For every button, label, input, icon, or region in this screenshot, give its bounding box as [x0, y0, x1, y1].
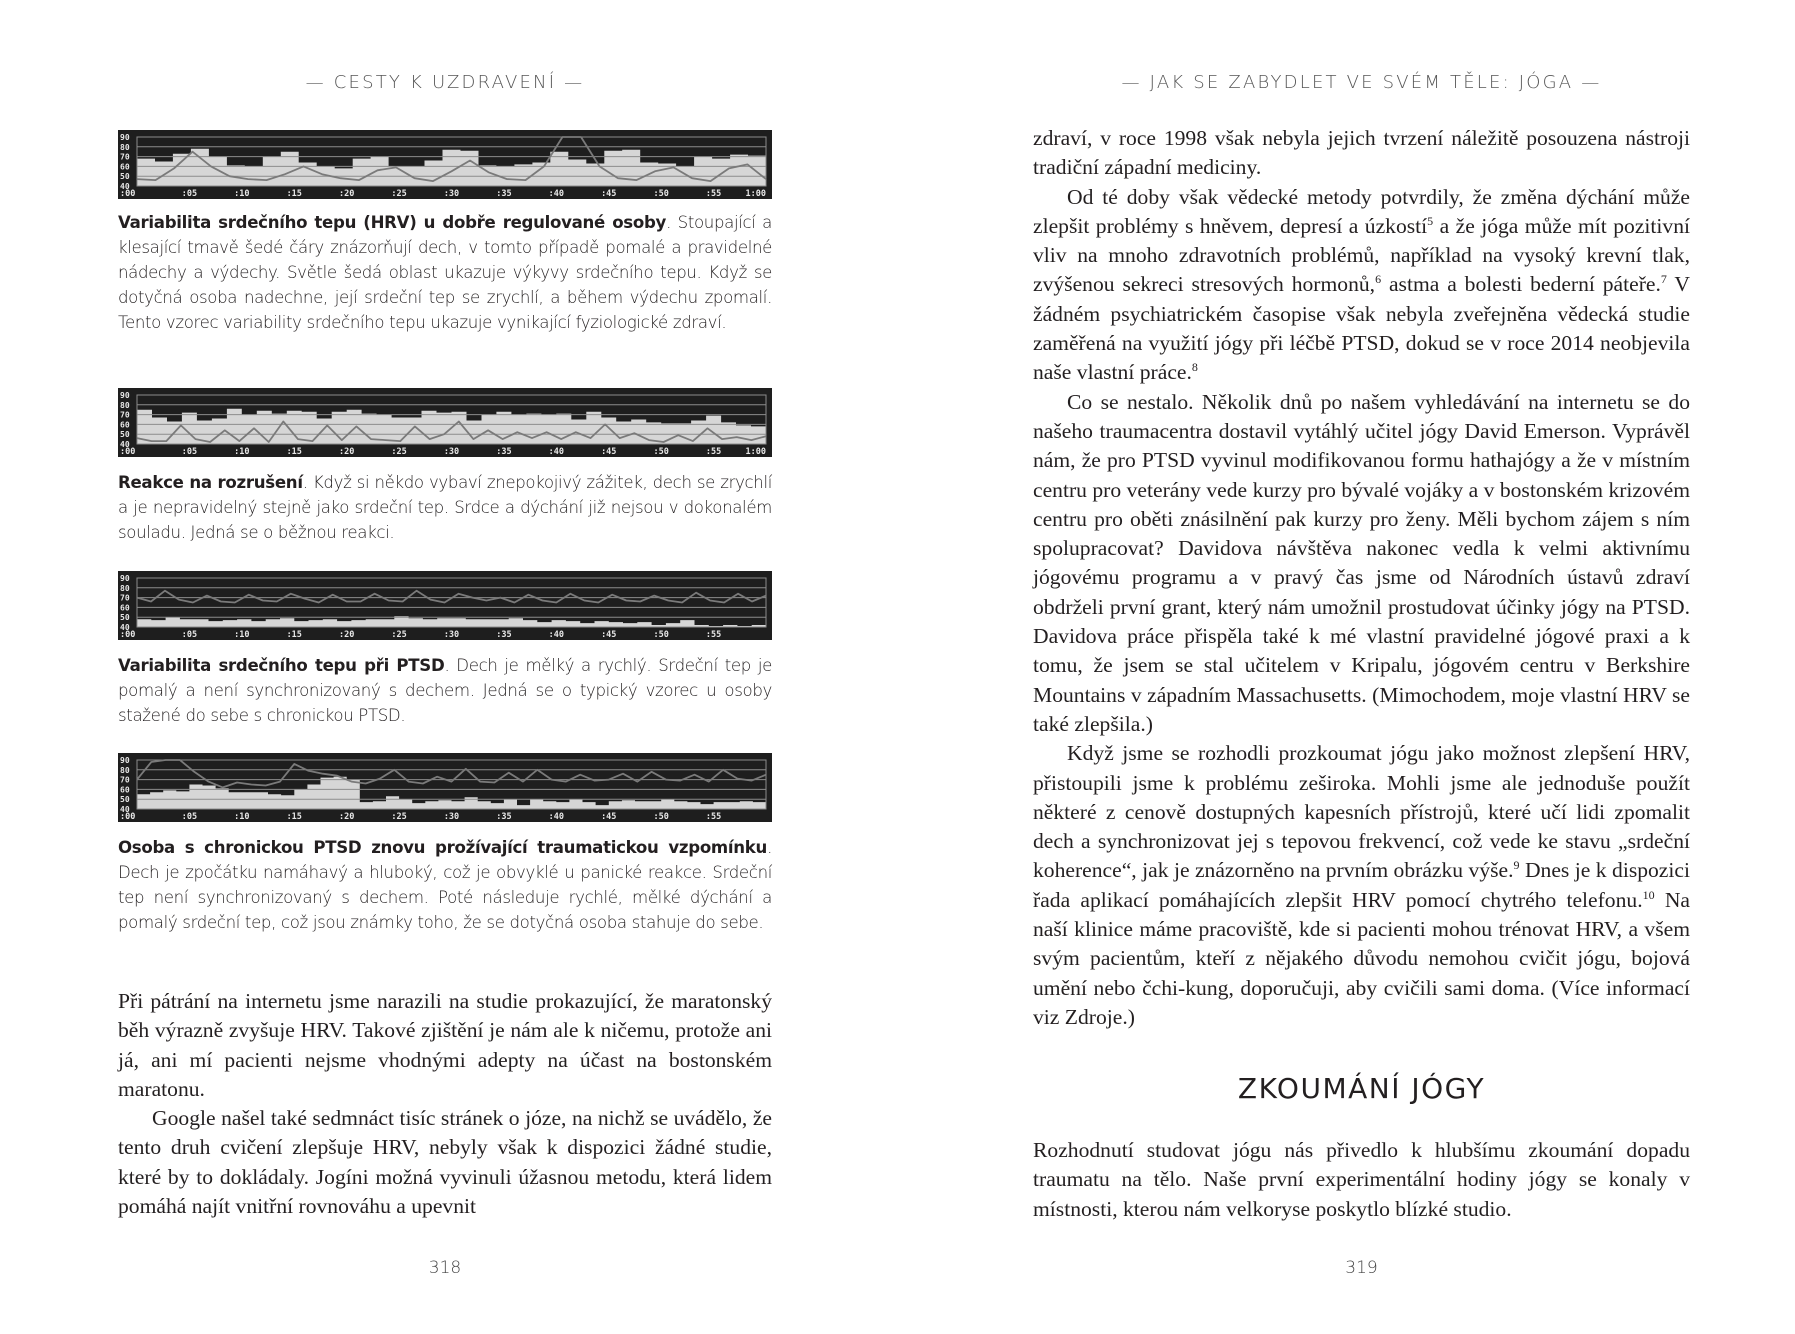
text-run: V žádném psychiatrickém časopise však nebyla zveřejněna vědecká studie zaměřená na využití jógy při léčbě PTSD, dokud se v roce 2014 neobjevila naše vlastní práce.: [1033, 272, 1690, 385]
y-tick-label: 70: [120, 593, 130, 603]
x-tick-label: :25: [391, 812, 407, 822]
y-tick-label: 60: [120, 162, 130, 172]
x-tick-label: :00: [120, 812, 136, 822]
running-head-right: — JAK SE ZABYDLET VE SVÉM TĚLE: JÓGA —: [1121, 72, 1602, 93]
x-tick-label: :55: [705, 630, 722, 640]
text-run: Dnes je k dispozici řada aplikací pomáhajících zlepšit HRV pomocí chytrého telefonu.: [1033, 858, 1690, 912]
y-tick-label: 60: [120, 420, 130, 430]
paragraph: Rozhodnutí studovat jógu nás přivedlo k hlubšímu zkoumání dopadu traumatu na tělo. Naše první experimentální hodiny jógy se konaly v místnosti, kterou nám velkoryse poskytlo blízké studio.: [1033, 1138, 1690, 1221]
x-tick-label: :30: [443, 447, 460, 457]
caption-text: . Dech je mělký a rychlý. Srdeční tep je pomalý a není synchronizovaný s dechem. Jedná se o typický vzorec u osoby stažené do sebe s chronickou PTSD.: [118, 656, 772, 725]
chart-svg: [118, 753, 772, 822]
x-tick-label: :25: [391, 447, 407, 457]
x-tick-label: :05: [181, 447, 198, 457]
x-tick-label: :45: [601, 447, 617, 457]
x-tick-label: :15: [286, 447, 302, 457]
footnote-ref: 10: [1642, 887, 1655, 902]
right-body-text: [1033, 124, 1690, 1032]
x-tick-label: :05: [181, 630, 198, 640]
x-tick-label: :15: [286, 630, 302, 640]
chart-svg: [118, 571, 772, 640]
x-tick-label: :35: [496, 189, 512, 199]
hrv-chart-4: [118, 753, 772, 822]
hrv-chart-1: [118, 130, 772, 199]
paragraph: [1033, 739, 1690, 1032]
caption-title: Variabilita srdečního tepu (HRV) u dobře regulované osoby: [118, 213, 667, 232]
x-tick-label: :35: [496, 630, 512, 640]
x-tick-label: :55: [705, 447, 722, 457]
x-tick-label: :50: [653, 630, 669, 640]
x-tick-label: :35: [496, 812, 512, 822]
x-tick-label: :00: [120, 630, 136, 640]
x-tick-label: :40: [548, 812, 565, 822]
x-tick-label: :05: [181, 812, 198, 822]
y-tick-label: 60: [120, 603, 130, 613]
figure-caption-2: [118, 470, 772, 545]
x-tick-label: :20: [338, 447, 355, 457]
hrv-chart-3: [118, 571, 772, 640]
caption-text: . Dech je zpočátku namáhavý a hluboký, což je obvyklé u panické reakce. Srdeční tep není synchronizovaný s dechem. Poté následuje rychlé, mělké dýchání a pomalý srdeční tep, což jsou známky toho, že se dotyčná osoba stahuje do sebe.: [118, 838, 772, 932]
text-run: Od té doby však vědecké metody potvrdily, že změna dýchání může zlepšit problémy s hněvem, depresí a úzkostí: [1033, 184, 1690, 238]
y-tick-label: 40: [120, 182, 130, 191]
left-body-text: [118, 987, 772, 1221]
y-tick-label: 40: [120, 805, 130, 814]
x-tick-label: :10: [234, 447, 250, 457]
page-number-left: 318: [428, 1258, 462, 1278]
x-tick-label: :00: [120, 189, 136, 199]
caption-text: . Stoupající a klesající tmavě šedé čáry znázorňují dech, v tomto případě pomalé a pravidelné nádechy a výdechy. Světle šedá oblast ukazuje výkyvy srdečního tepu. Když se dotyčná osoba nadechne, její srdeční tep se zrychlí, a během výdechu zpomalí. Tento vzorec variability srdečního tepu ukazuje vynikající fyziologické zdraví.: [118, 213, 772, 332]
x-tick-label: :20: [338, 189, 355, 199]
x-tick-label: :30: [443, 189, 460, 199]
y-tick-label: 50: [120, 613, 130, 623]
x-tick-label: :50: [653, 189, 669, 199]
caption-title: Reakce na rozrušení: [118, 473, 303, 492]
chart-svg: [118, 388, 772, 457]
x-tick-label: :10: [234, 630, 250, 640]
x-tick-label: 1:00: [745, 189, 766, 199]
x-tick-label: :40: [548, 447, 565, 457]
y-tick-label: 40: [120, 440, 130, 449]
y-tick-label: 60: [120, 785, 130, 795]
x-tick-label: :35: [496, 447, 512, 457]
text-run: Když jsme se rozhodli prozkoumat jógu jako možnost zlepšení HRV, přistoupili jsme k problému zeširoka. Mohli jsme ale jednoduše použít některé z cenově dostupných kapesních přístrojů, které učí lidi zpomalit dech a synchronizovat jej s tepovou frekvencí, což vede ke stavu „srdeční koherence“, jak je znázorněno na prvním obrázku výše.: [1033, 741, 1690, 883]
y-tick-label: 90: [120, 133, 130, 142]
running-head-left: — CESTY K UZDRAVENÍ —: [305, 72, 585, 93]
y-tick-label: 50: [120, 795, 130, 805]
y-tick-label: 50: [120, 172, 130, 182]
y-tick-label: 70: [120, 410, 130, 420]
x-tick-label: :30: [443, 630, 460, 640]
footnote-ref: 6: [1375, 272, 1382, 287]
figure-caption-4: [118, 835, 772, 935]
chart-svg: [118, 130, 772, 199]
x-tick-label: :10: [234, 812, 250, 822]
y-tick-label: 90: [120, 756, 130, 765]
footnote-ref: 8: [1191, 360, 1198, 375]
right-body-text-2: [1033, 1136, 1690, 1224]
figure-caption-3: [118, 653, 772, 728]
paragraph: zdraví, v roce 1998 však nebyla jejich tvrzení náležitě posouzena nástroji tradiční západní mediciny.: [1033, 126, 1690, 180]
text-run: astma a bolesti bederní páteře.: [1381, 272, 1661, 297]
y-tick-label: 80: [120, 765, 130, 775]
text-run: a že jóga může mít pozitivní vliv na mnoho zdravotních problémů, například na vysoký krevní tlak, zvýšenou sekreci stresových hormonů,: [1033, 213, 1690, 297]
x-tick-label: :20: [338, 812, 355, 822]
y-tick-label: 40: [120, 623, 130, 632]
y-tick-label: 80: [120, 400, 130, 410]
y-tick-label: 80: [120, 583, 130, 593]
x-tick-label: :45: [601, 189, 617, 199]
caption-title: Variabilita srdečního tepu při PTSD: [118, 656, 445, 675]
x-tick-label: :25: [391, 630, 407, 640]
y-tick-label: 50: [120, 430, 130, 440]
y-tick-label: 90: [120, 574, 130, 583]
footnote-ref: 5: [1427, 213, 1434, 228]
x-tick-label: :55: [705, 189, 722, 199]
x-tick-label: :45: [601, 812, 617, 822]
paragraph: [1033, 183, 1690, 388]
text-run: Na naší klinice máme pracoviště, kde si pacienti mohou trénovat HRV, a všem svým pacientům, kteří z nějakého důvodu nemohou cvičit jógu, bojová umění nebo čchi-kung, doporučuji, aby cvičili sami doma. (Více informací viz Zdroje.): [1033, 887, 1690, 1029]
caption-title: Osoba s chronickou PTSD znovu prožívající traumatickou vzpomínku: [118, 838, 768, 857]
y-tick-label: 70: [120, 152, 130, 162]
x-tick-label: :25: [391, 189, 407, 199]
x-tick-label: :05: [181, 189, 198, 199]
footnote-ref: 7: [1660, 272, 1667, 287]
y-tick-label: 80: [120, 142, 130, 152]
x-tick-label: :50: [653, 812, 669, 822]
x-tick-label: :20: [338, 630, 355, 640]
x-tick-label: :50: [653, 447, 669, 457]
y-tick-label: 70: [120, 775, 130, 785]
figure-caption-1: [118, 210, 772, 335]
y-tick-label: 90: [120, 391, 130, 400]
x-tick-label: :00: [120, 447, 136, 457]
paragraph: Google našel také sedmnáct tisíc stránek o józe, na nichž se uvádělo, že tento druh cvičení zlepšuje HRV, nebyly však k dispozici žádné studie, které by to dokládaly. Jogíni možná vyvinuli úžasnou metodu, která lidem pomáhá najít vnitřní rovnováhu a upevnit: [118, 1106, 772, 1219]
x-tick-label: 1:00: [745, 447, 766, 457]
x-tick-label: :45: [601, 630, 617, 640]
hrv-chart-2: [118, 388, 772, 457]
paragraph: Při pátrání na internetu jsme narazili na studie prokazující, že maratonský běh výrazně zvyšuje HRV. Takové zjištění je nám ale k ničemu, protože ani já, ani mí pacienti nejsme vhodnými adepty na účast na bostonském maratonu.: [118, 989, 772, 1101]
x-tick-label: :40: [548, 630, 565, 640]
x-tick-label: :30: [443, 812, 460, 822]
x-tick-label: :40: [548, 189, 565, 199]
caption-text: . Když si někdo vybaví znepokojivý zážitek, dech se zrychlí a je nepravidelný stejně jako srdeční tep. Srdce a dýchání již nejsou v dokonalém souladu. Jedná se o běžnou reakci.: [118, 473, 772, 542]
x-tick-label: :15: [286, 812, 302, 822]
page-number-right: 319: [1345, 1258, 1378, 1278]
paragraph: Co se nestalo. Několik dnů po našem vyhledávání na internetu se do našeho traumacentra dostavil vytáhlý učitel jógy David Emerson. Vyprávěl nám, že pro PTSD vyvinul modifikovanou formu hathajógy a že v místním centru pro veterány vede kurzy pro bývalé vojáky a v bostonském krizovém centru pro oběti znásilnění pak kurzy pro ženy. Měli bychom zájem s ním spolupracovat? Davidova návštěva nakonec vedla k velmi aktivnímu jógovému programu a v pravý čas jsme od Národních ústavů zdraví obdrželi první grant, který nám umožnil prostudovat účinky jógy na PTSD. Davidova práce přispěla také k mé vlastní pravidelné jógové praxi a k tomu, že jsem se stal učitelem v Kripalu, jógovém centru v Berkshire Mountains v západním Massachusetts. (Mimochodem, moje vlastní HRV se také zlepšila.): [1033, 389, 1690, 736]
section-heading: ZKOUMÁNÍ JÓGY: [1237, 1072, 1486, 1105]
x-tick-label: :55: [705, 812, 722, 822]
x-tick-label: :10: [234, 189, 250, 199]
footnote-ref: 9: [1513, 858, 1520, 873]
x-tick-label: :15: [286, 189, 302, 199]
